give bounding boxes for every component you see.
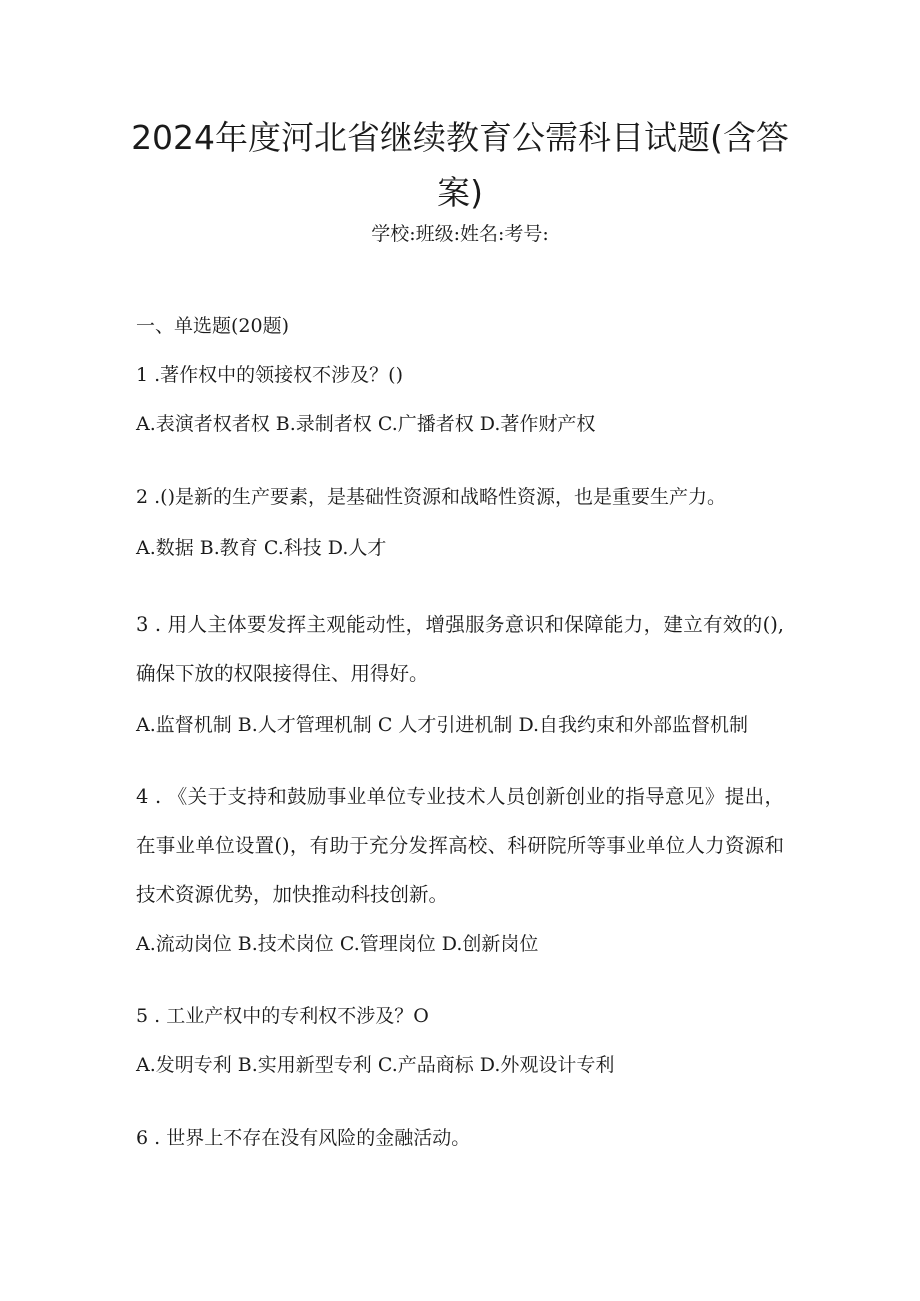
question-5-text: 5 . 工业产权中的专利权不涉及？O <box>136 1005 429 1027</box>
question-2-text: 2 .()是新的生产要素，是基础性资源和战略性资源，也是重要生产力。 <box>136 486 726 508</box>
question-1-options: A.表演者权者权 B.录制者权 C.广播者权 D.著作财产权 <box>136 413 596 435</box>
question-5-options: A.发明专利 B.实用新型专利 C.产品商标 D.外观设计专利 <box>136 1054 615 1076</box>
page-title: 2024年度河北省继续教育公需科目试题(含答案) <box>131 118 789 212</box>
question-4-text: 4 . 《关于支持和鼓励事业单位专业技术人员创新创业的指导意见》提出，在事业单位设置()，有助于充分发挥高校、科研院所等事业单位人力资源和技术资源优势，加快推动科技创新。 <box>136 785 784 906</box>
question-3-options: A.监督机制 B.人才管理机制 C 人才引进机制 D.自我约束和外部监督机制 <box>136 714 749 736</box>
question-6-text: 6 . 世界上不存在没有风险的金融活动。 <box>136 1127 471 1149</box>
question-4-options: A.流动岗位 B.技术岗位 C.管理岗位 D.创新岗位 <box>136 933 539 955</box>
section-heading: 一、单选题(20题) <box>136 315 290 337</box>
question-2-options: A.数据 B.教育 C.科技 D.人才 <box>136 537 387 559</box>
question-1-text: 1 .著作权中的领接权不涉及？() <box>136 364 403 386</box>
question-3-text: 3 . 用人主体要发挥主观能动性，增强服务意识和保障能力，建立有效的(), 确保下放的权限接得住、用得好。 <box>136 613 784 685</box>
student-info-line: 学校:班级:姓名:考号: <box>371 223 549 245</box>
